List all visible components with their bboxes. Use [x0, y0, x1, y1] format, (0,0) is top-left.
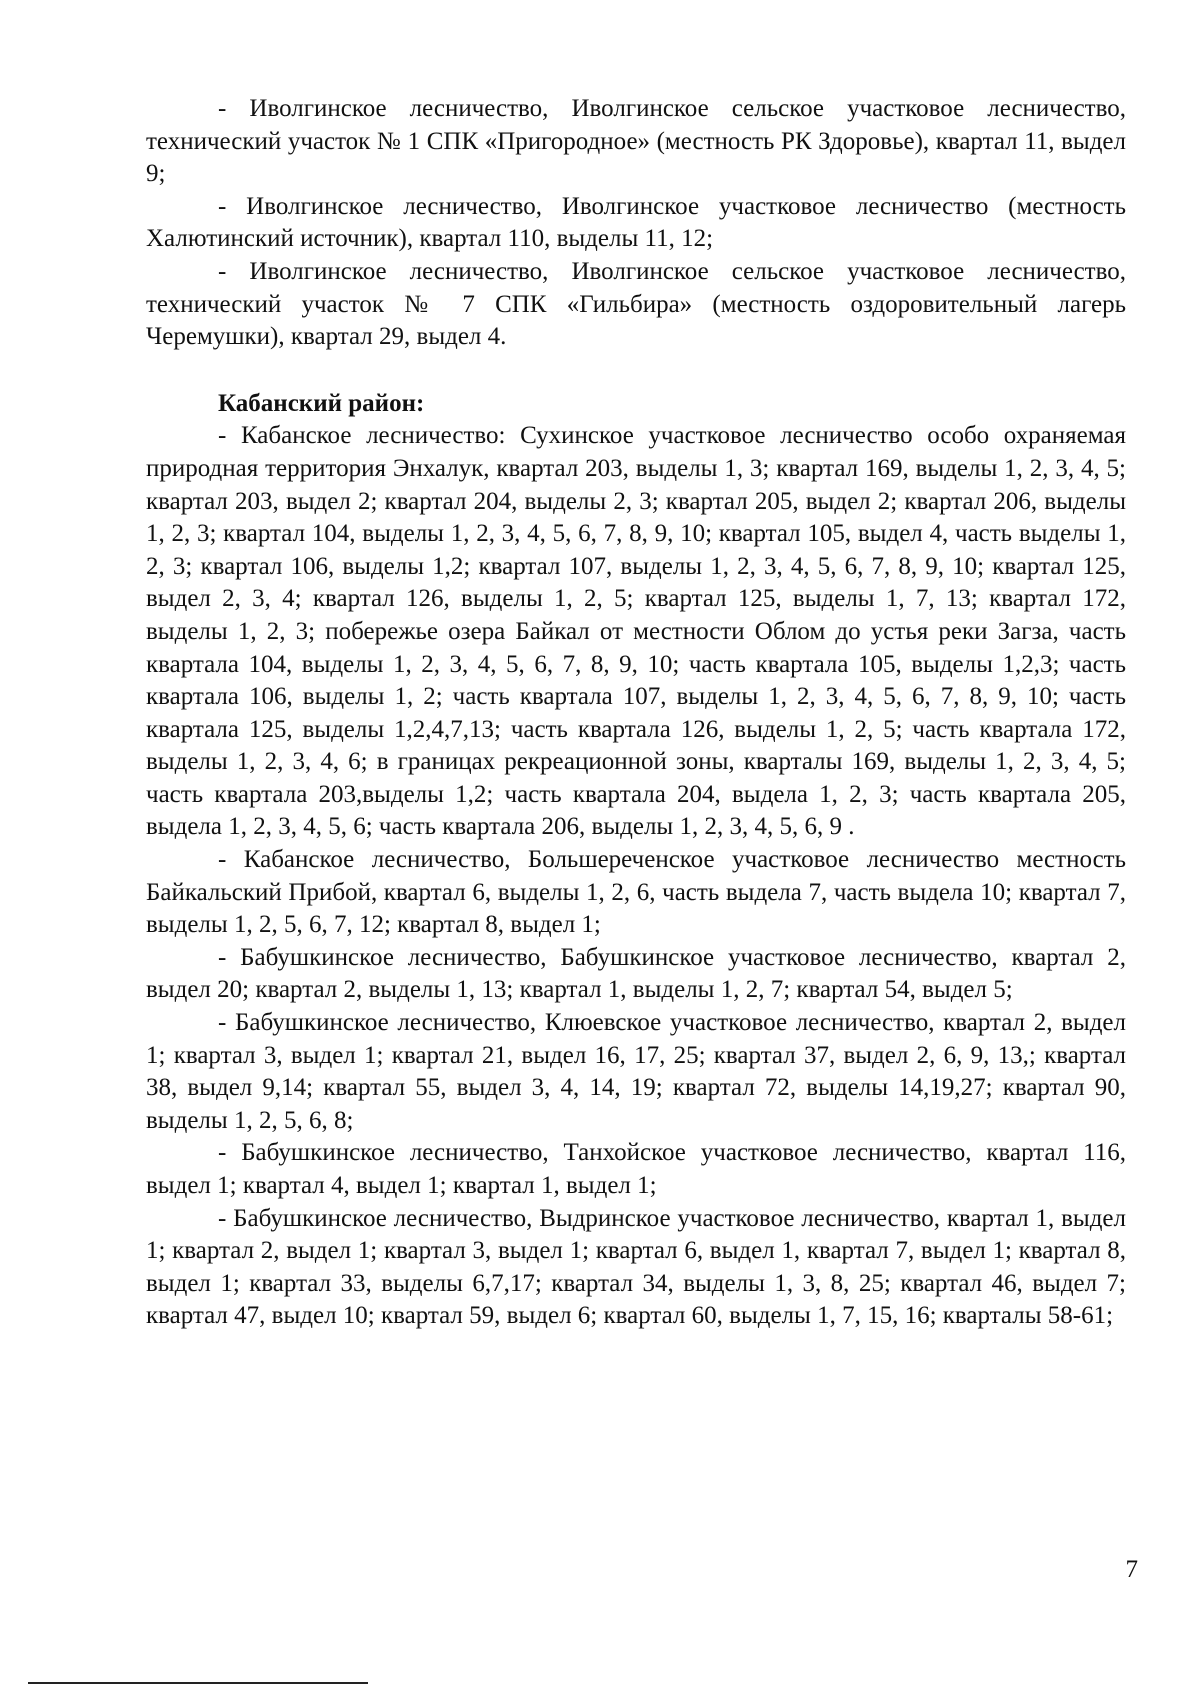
paragraph-babushkin-3: - Бабушкинское лесничество, Танхойское участковое лесничество, квартал 116, выдел 1; квартал 4, выдел 1; квартал 1, выдел 1; [146, 1139, 1126, 1199]
paragraph-babushkin-4: - Бабушкинское лесничество, Выдринское участковое лесничество, квартал 1, выдел 1; квартал 2, выдел 1; квартал 3, выдел 1; квартал 6, выдел 1, квартал 7, выдел 1; квартал 8, выдел 1; квартал 33, выделы 6,7,17; квартал 34, выделы 1, 3, 8, 25; квартал 46, выдел 7; квартал 47, выдел 10; квартал 59, выдел 6; квартал 60, выделы 1, 7, 15, 16; кварталы 58-61; [146, 1204, 1126, 1330]
paragraph-babushkin-2: - Бабушкинское лесничество, Клюевское участковое лесничество, квартал 2, выдел 1; квартал 3, выдел 1; квартал 21, выдел 16, 17, 25; квартал 37, выдел 2, 6, 9, 13,; квартал 38, выдел 9,14; квартал 55, выдел 3, 4, 14, 19; квартал 72, выделы 14,19,27; квартал 90, выделы 1, 2, 5, 6, 8; [146, 1009, 1126, 1134]
section-spacer [146, 354, 1126, 388]
paragraph-ivolginsk-1: - Иволгинское лесничество, Иволгинское сельское участковое лесничество, технический участок № 1 СПК «Пригородное» (местность РК Здоровье), квартал 11, выдел 9; [146, 95, 1126, 188]
document-body [146, 93, 1126, 1333]
paragraph-kabansk-1: - Кабанское лесничество: Сухинское участковое лесничество особо охраняемая природная территория Энхалук, квартал 203, выделы 1, 3; квартал 169, выделы 1, 2, 3, 4, 5; квартал 203, выдел 2; квартал 204, выделы 2, 3; квартал 205, выдел 2; квартал 206, выделы 1, 2, 3; квартал 104, выделы 1, 2, 3, 4, 5, 6, 7, 8, 9, 10; квартал 105, выдел 4, часть выделы 1, 2, 3; квартал 106, выделы 1,2; квартал 107, выделы 1, 2, 3, 4, 5, 6, 7, 8, 9, 10; квартал 125, выдел 2, 3, 4; квартал 126, выделы 1, 2, 5; квартал 125, выделы 1, 7, 13; квартал 172, выделы 1, 2, 3; побережье озера Байкал от местности Облом до устья реки Загза, часть квартала 104, выделы 1, 2, 3, 4, 5, 6, 7, 8, 9, 10; часть квартала 105, выделы 1,2,3; часть квартала 106, выделы 1, 2; часть квартала 107, выделы 1, 2, 3, 4, 5, 6, 7, 8, 9, 10; часть квартала 125, выделы 1,2,4,7,13; часть квартала 126, выделы 1, 2, 5; часть квартала 172, выделы 1, 2, 3, 4, 6; в границах рекреационной зоны, кварталы 169, выделы 1, 2, 3, 4, 5; часть квартала 203,выделы 1,2; часть квартала 204, выдела 1, 2, 3; часть квартала 205, выдела 1, 2, 3, 4, 5, 6; часть квартала 206, выделы 1, 2, 3, 4, 5, 6, 9 . [146, 422, 1126, 841]
paragraph-ivolginsk-2: - Иволгинское лесничество, Иволгинское участковое лесничество (местность Халютинский источник), квартал 110, выделы 11, 12; [146, 192, 1126, 253]
paragraph-kabansk-2: - Кабанское лесничество, Большереченское участковое лесничество местность Байкальский Прибой, квартал 6, выделы 1, 2, 6, часть выдела 7, часть выдела 10; квартал 7, выделы 1, 2, 5, 6, 7, 12; квартал 8, выдел 1; [146, 846, 1126, 939]
section-heading: Кабанский район: [218, 389, 425, 417]
footer-rule [28, 1682, 368, 1684]
paragraph-babushkin-1: - Бабушкинское лесничество, Бабушкинское участковое лесничество, квартал 2, выдел 20; квартал 2, выделы 1, 13; квартал 1, выделы 1, 2, 7; квартал 54, выдел 5; [146, 943, 1126, 1004]
page-number: 7 [1125, 1556, 1138, 1583]
paragraph-ivolginsk-3: - Иволгинское лесничество, Иволгинское сельское участковое лесничество, технический участок № 7 СПК «Гильбира» (местность оздоровительный лагерь Черемушки), квартал 29, выдел 4. [146, 257, 1126, 351]
